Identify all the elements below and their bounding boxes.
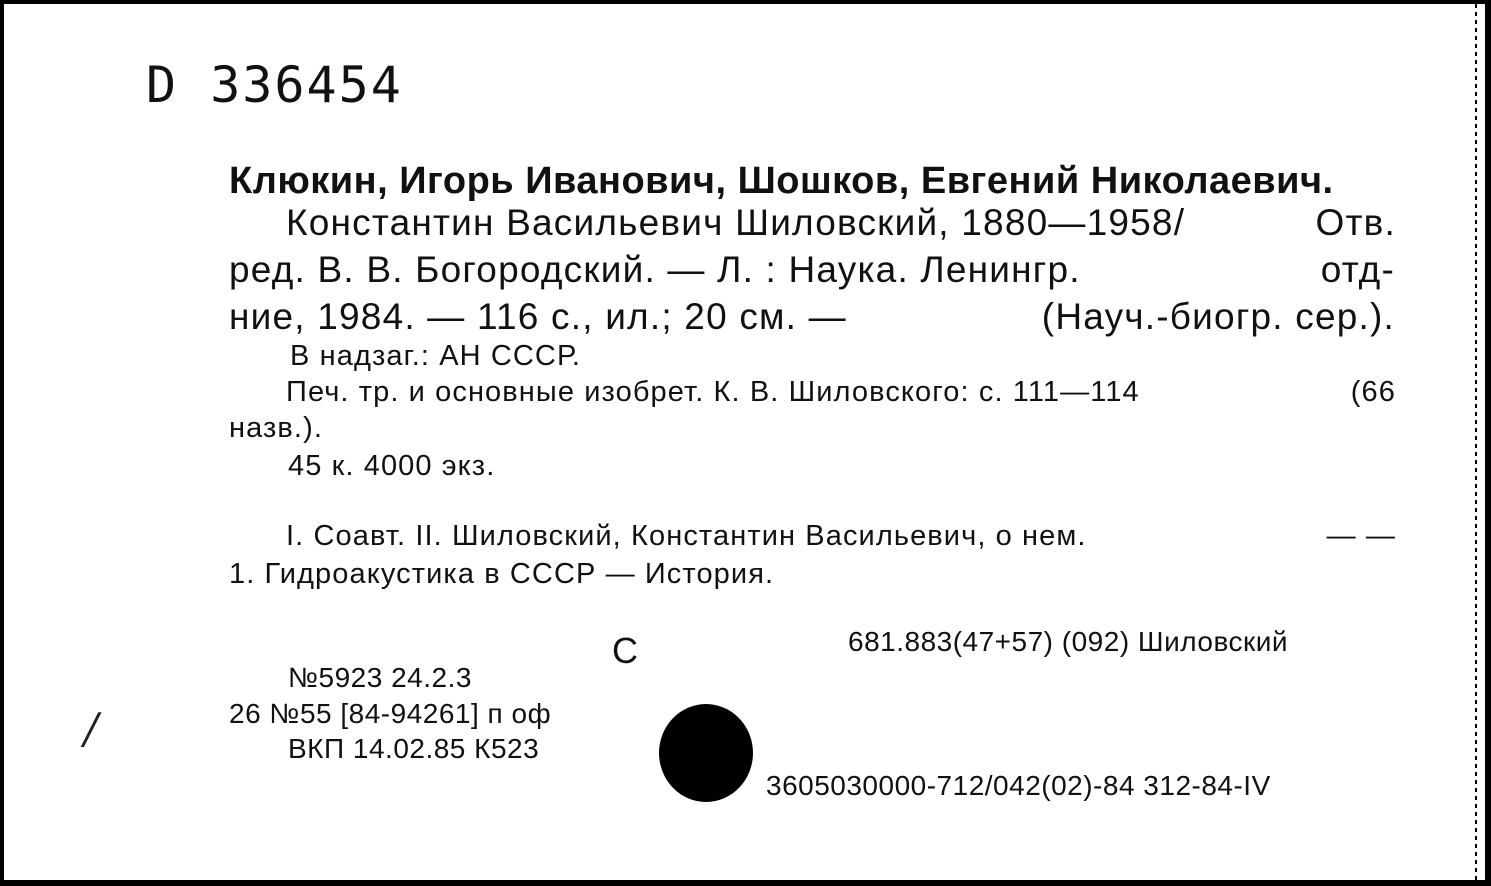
vkp-line: ВКП 14.02.85 К523 — [288, 733, 540, 764]
udc-code: 681.883(47+57) (092) Шиловский — [848, 626, 1289, 657]
bibliography-note-line1: Печ. тр. и основные изобрет. К. В. Шиловского: с. 111—114 (66 — [286, 376, 1396, 408]
note-header: В надзаг.: АН СССР. — [290, 340, 582, 372]
isbn-code: 3605030000-712/042(02)-84 312-84-IV — [766, 770, 1271, 801]
price-copies: 45 к. 4000 экз. — [288, 450, 496, 482]
catalog-card — [4, 4, 1485, 880]
punch-hole — [659, 704, 753, 802]
title-line-1: Константин Васильевич Шиловский, 1880—1958/ Отв. — [286, 202, 1396, 243]
mark-c: С — [612, 630, 639, 671]
handwritten-card-number: D 336454 — [146, 56, 403, 114]
tracings-line2: 1. Гидроакустика в СССР — История. — [229, 558, 775, 590]
tracings-line1: I. Соавт. II. Шиловский, Константин Васильевич, о нем. — — — [286, 520, 1396, 552]
order-line: 26 №55 [84-94261] п оф — [229, 698, 552, 729]
author-heading: Клюкин, Игорь Иванович, Шошков, Евгений Николаевич. — [229, 160, 1334, 202]
card-edge — [1475, 4, 1477, 880]
title-line-2: ред. В. В. Богородский. — Л. : Наука. Ленингр. отд- — [229, 249, 1395, 290]
bibliography-note-line2: назв.). — [229, 412, 323, 444]
record-number: №5923 24.2.3 — [288, 662, 472, 693]
title-line-3: ние, 1984. — 116 с., ил.; 20 см. — (Науч.-биогр. сер.). — [229, 296, 1395, 337]
margin-handwritten-mark: / — [84, 704, 99, 753]
